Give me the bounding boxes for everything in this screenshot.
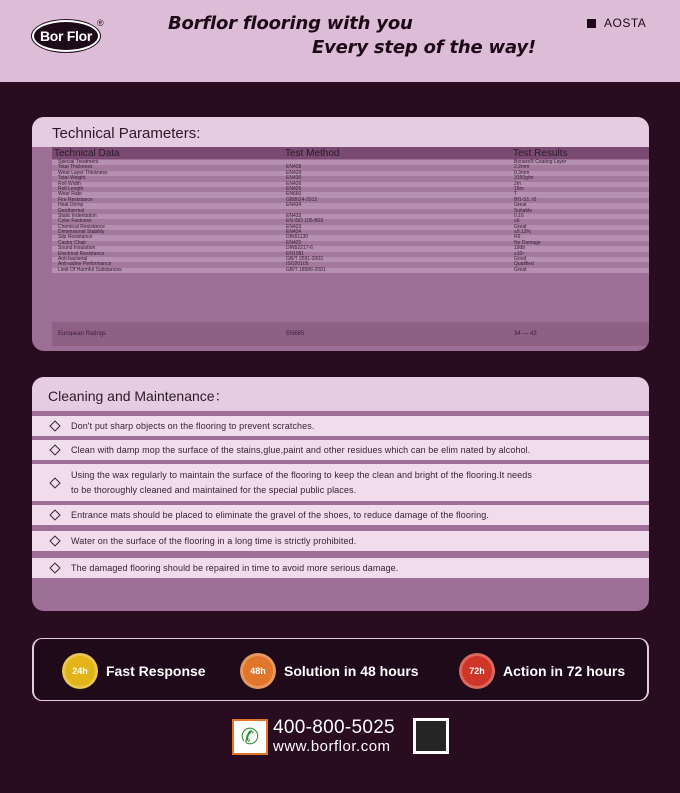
column-technical-data: Technical Data: [54, 148, 120, 159]
diamond-bullet-icon: [49, 509, 60, 520]
list-item-line: Using the wax regularly to maintain the surface of the flooring to keep the clean and bright of the flooring.It needs: [71, 469, 532, 480]
table-row: [52, 268, 649, 273]
website-link[interactable]: www.borflor.com: [273, 738, 391, 755]
service-label: Solution in 48 hours: [284, 663, 419, 679]
table-cell: EN426: [286, 180, 302, 187]
technical-title: Technical Parameters:: [32, 117, 649, 147]
list-item-text: Clean with damp mop the surface of the stains,glue,paint and other residues which can be elim nated by alcohol.: [71, 444, 531, 455]
page-header: [0, 0, 680, 82]
table-cell: Good: [514, 256, 527, 263]
table-cell: Chemical Resistance: [58, 223, 105, 230]
table-cell: EN ISO 105-B02: [286, 218, 324, 225]
table-cell: EN429: [286, 169, 302, 176]
table-cell: EN428: [286, 164, 302, 171]
table-cell: Wear Layer Thickness: [58, 169, 108, 176]
table-cell: Geothermal: [58, 207, 85, 214]
diamond-bullet-icon: [49, 477, 60, 488]
table-cell: Wear Rate: [58, 191, 82, 198]
hotline-number[interactable]: 400-800-5025: [273, 717, 395, 738]
table-cell: EN434: [286, 229, 302, 236]
model-name: AOSTA: [604, 16, 647, 30]
table-cell: 15m: [514, 185, 524, 192]
table-cell: Fire Resistance: [58, 196, 93, 203]
table-cell: Electrical Resistance: [58, 250, 105, 257]
table-cell: 2.2mm: [514, 164, 530, 171]
table-cell: 0.3mm: [514, 169, 530, 176]
service-solution-48h: [240, 653, 419, 689]
service-label: Action in 72 hours: [503, 663, 626, 679]
list-item: [32, 505, 649, 525]
table-cell: 0.16: [514, 212, 524, 219]
table-cell: Total Weight: [58, 175, 86, 182]
service-fast-response: [62, 653, 206, 689]
list-item-line: to be thoroughly cleaned and maintained for the special public places.: [71, 484, 357, 495]
table-cell: EN660: [286, 191, 302, 198]
diamond-bullet-icon: [49, 562, 60, 573]
slogan-line-2: Every step of the way!: [312, 37, 536, 58]
table-cell: Roll Width: [58, 180, 81, 187]
column-test-results: Test Results: [513, 148, 568, 159]
table-cell: EN434: [286, 202, 302, 209]
table-cell: EN1081: [286, 250, 305, 257]
table-cell: ≤0.13%: [514, 229, 531, 236]
european-method: EN685: [286, 331, 305, 337]
table-cell: 2m: [514, 180, 521, 187]
table-cell: Sound Insulation: [58, 245, 96, 252]
list-item-text: [71, 468, 532, 498]
table-cell: 3150g/m: [514, 175, 534, 182]
diamond-bullet-icon: [49, 420, 60, 431]
table-cell: ≥6: [514, 218, 520, 225]
phone-icon: ✆: [232, 719, 268, 755]
table-cell: Static Indentation: [58, 212, 97, 219]
table-cell: Color Fastness: [58, 218, 92, 225]
european-value: 34 — 43: [514, 331, 537, 337]
table-cell: Qualified: [514, 261, 534, 268]
list-item-text: Don't put sharp objects on the flooring to prevent scratches.: [71, 420, 315, 431]
table-cell: Slip Resistance: [58, 234, 93, 241]
technical-parameters-panel: [32, 117, 649, 351]
model-label: [587, 16, 646, 30]
technical-table-header: [52, 147, 649, 159]
table-cell: Limit Of Harmful Substances: [58, 266, 122, 273]
table-cell: Bf1-S1, t0: [514, 196, 537, 203]
registered-mark: ®: [97, 18, 104, 28]
list-item: [32, 464, 649, 501]
table-cell: Suitable: [514, 207, 533, 214]
table-cell: No Damage: [514, 239, 541, 246]
diamond-bullet-icon: [49, 535, 60, 546]
table-cell: Heat Drimp: [58, 202, 84, 209]
cleaning-maintenance-panel: [32, 377, 649, 611]
service-promise-bar: [32, 638, 649, 701]
table-cell: Great: [514, 266, 527, 273]
table-cell: Great: [514, 202, 527, 209]
list-item: [32, 416, 649, 436]
clock-48h-icon: 48h: [240, 653, 276, 689]
brand-logo[interactable]: Bor Flor: [32, 20, 100, 52]
square-bullet-icon: [587, 19, 596, 28]
clock-72h-icon: 72h: [459, 653, 495, 689]
diamond-bullet-icon: [49, 444, 60, 455]
table-cell: EN433: [286, 212, 302, 219]
table-cell: DIN52217-6: [286, 245, 313, 252]
table-cell: 19db: [514, 245, 526, 252]
table-cell: DIN51130: [286, 234, 309, 241]
table-cell: ISO20105: [286, 261, 309, 268]
table-cell: EN430: [286, 175, 302, 182]
table-cell: Anti-saline Performance: [58, 261, 112, 268]
column-test-method: Test Method: [285, 148, 340, 159]
qr-code-icon: [413, 718, 449, 754]
technical-table-body: [52, 160, 649, 273]
table-cell: EN425: [286, 239, 302, 246]
list-item: [32, 558, 649, 578]
table-cell: T: [514, 191, 518, 198]
list-item: [32, 440, 649, 460]
list-item-text: Entrance mats should be placed to eliminate the gravel of the shoes, to reduce damage of the flooring.: [71, 509, 489, 520]
european-label: European Ratings: [58, 331, 107, 337]
table-cell: R9: [514, 234, 521, 241]
list-item-text: The damaged flooring should be repaired in time to avoid more serious damage.: [71, 562, 399, 573]
cleaning-title: Cleaning and Maintenance：: [32, 377, 649, 411]
table-cell: Castor Chair: [58, 239, 87, 246]
slogan-line-1: Borflor flooring with you: [168, 13, 413, 34]
table-cell: Roll Length: [58, 185, 84, 192]
table-cell: ≥10⁹: [514, 250, 525, 257]
table-cell: Borane® Coating Layer: [514, 159, 567, 165]
table-cell: Special Treatment: [58, 159, 99, 165]
table-cell: Great: [514, 223, 527, 230]
service-action-72h: [459, 653, 625, 689]
table-cell: Anti-bacterial: [58, 256, 88, 263]
table-cell: EN426: [286, 185, 302, 192]
service-label: Fast Response: [106, 663, 206, 679]
table-cell: GB/T 18586-2001: [286, 266, 326, 273]
table-cell: GB/T 2591-2003: [286, 256, 323, 263]
european-ratings-row: [52, 322, 649, 346]
list-item: [32, 531, 649, 551]
clock-24h-icon: 24h: [62, 653, 98, 689]
list-item-text: Water on the surface of the flooring in a long time is strictly prohibited.: [71, 535, 357, 546]
table-cell: GB8624-2012: [286, 196, 318, 203]
table-cell: Dimensional Stability: [58, 229, 105, 236]
table-cell: EN423: [286, 223, 302, 230]
table-cell: Total Thickness: [58, 164, 93, 171]
